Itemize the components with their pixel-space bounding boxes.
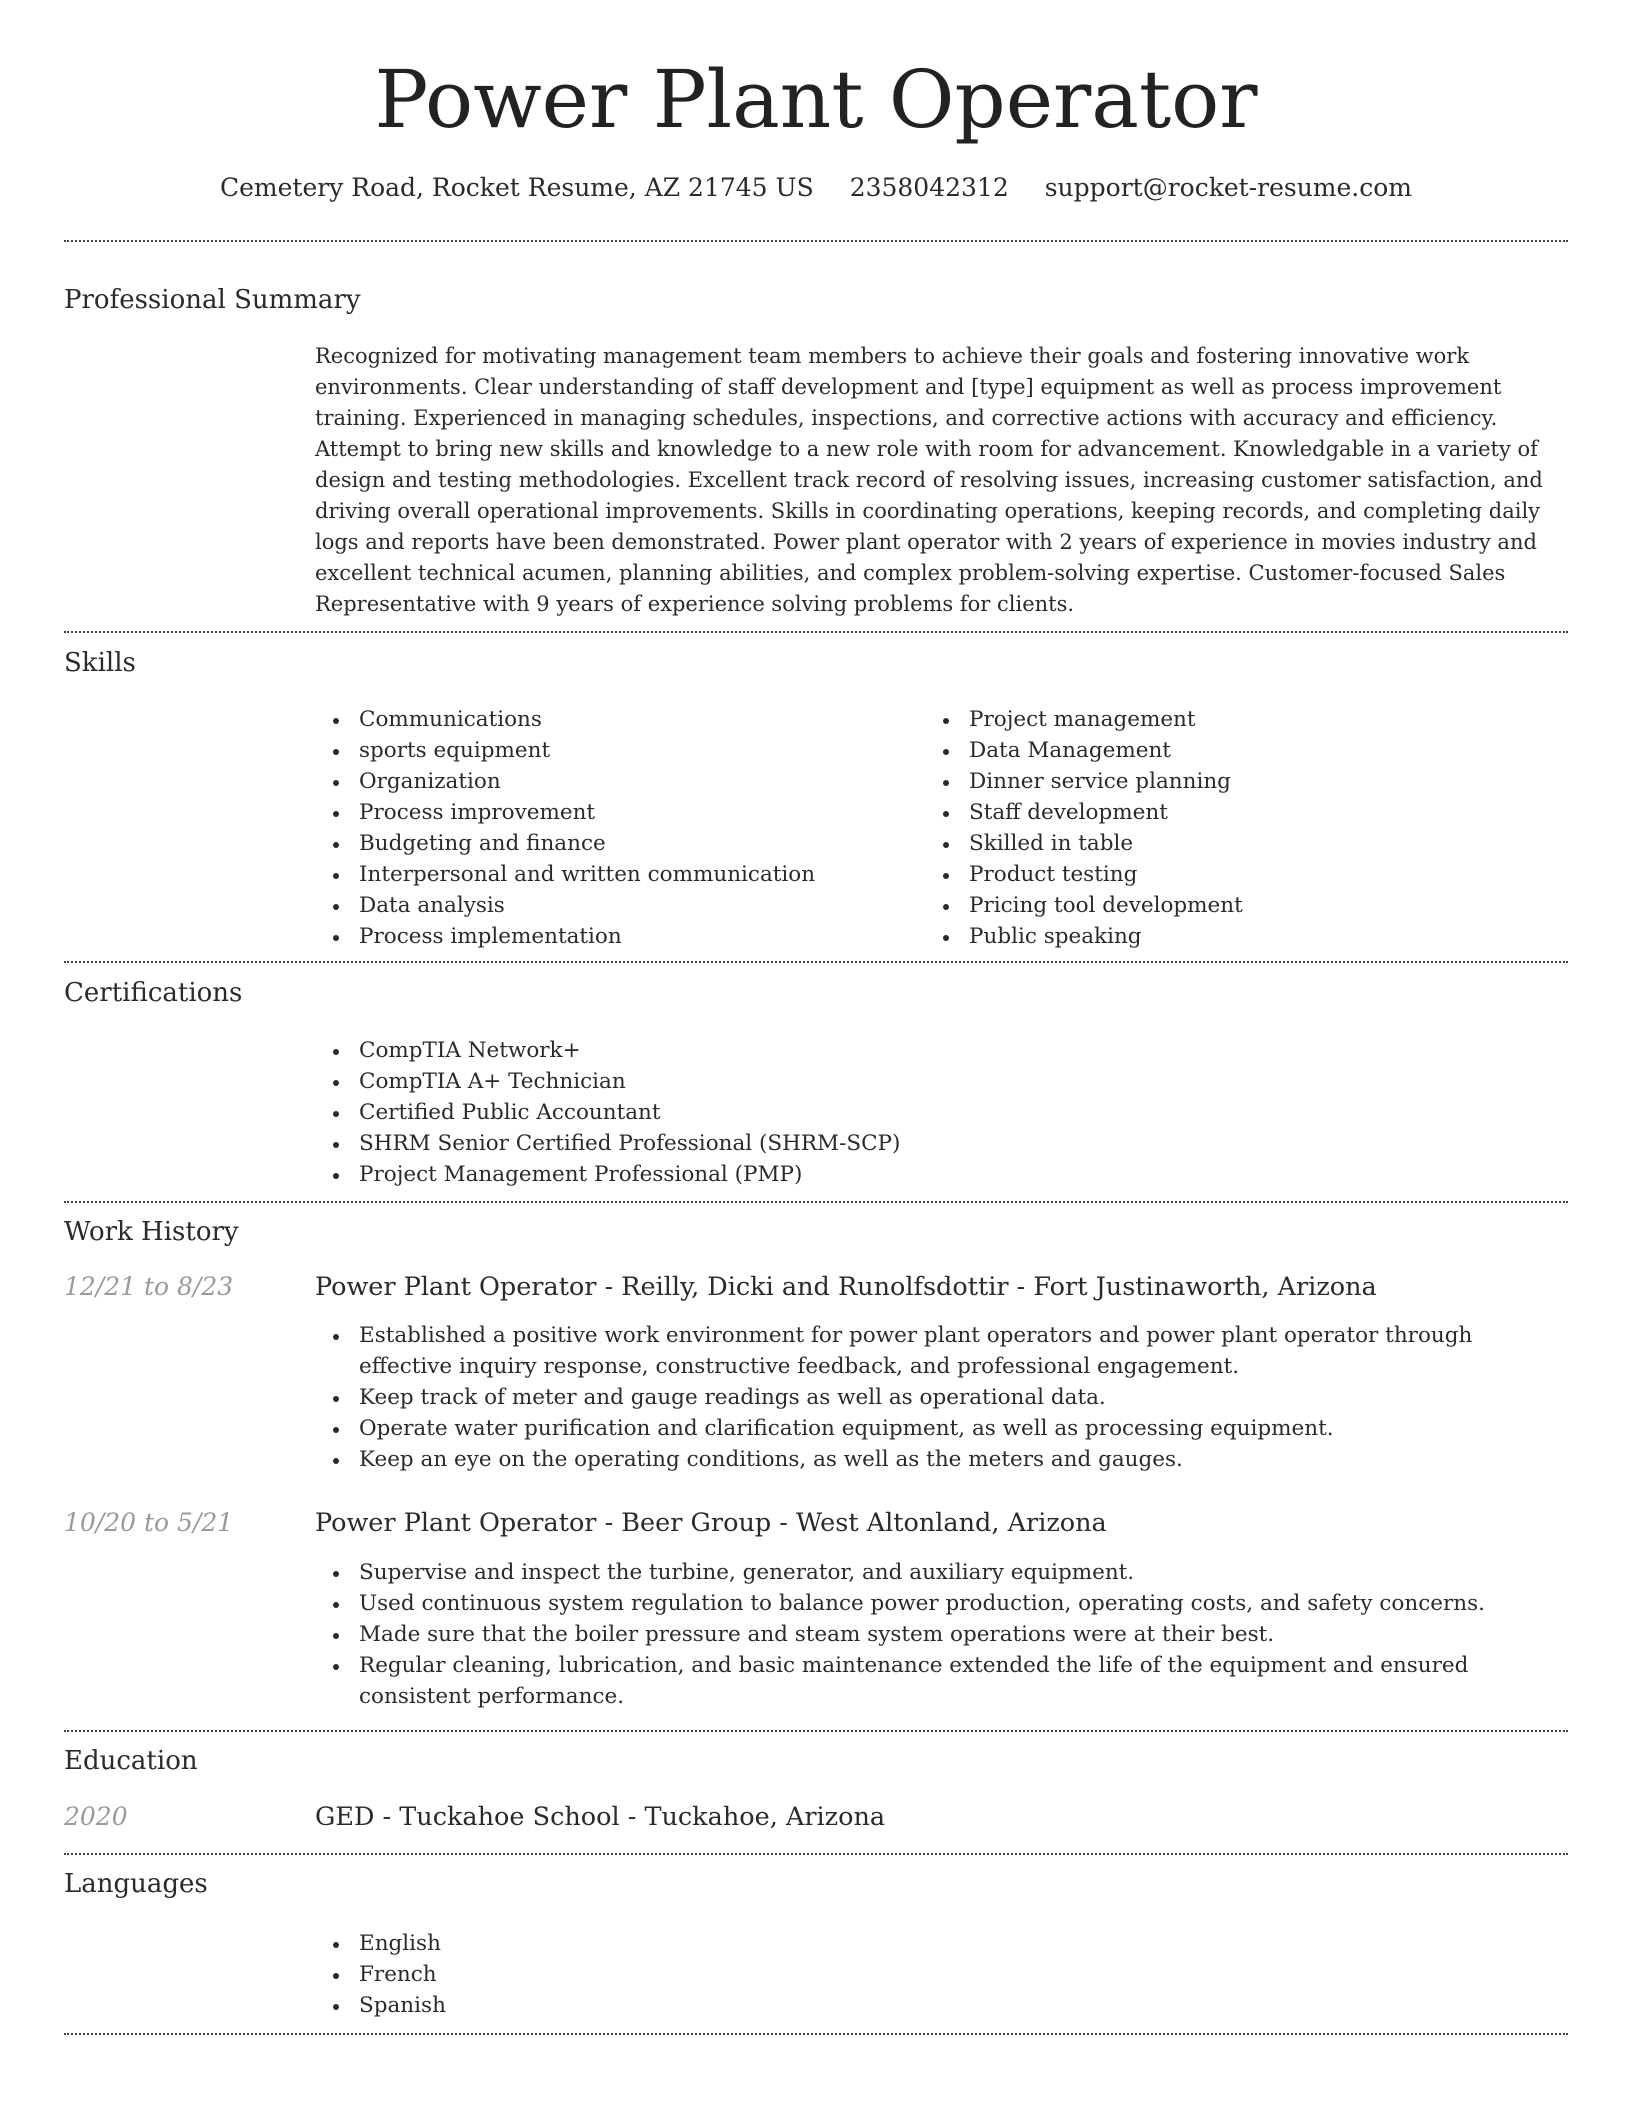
job-title: Power Plant Operator - Reilly, Dicki and Runolfsdottir - Fort Justinaworth, Arizona <box>315 1272 1377 1302</box>
skills-list-right <box>925 704 1243 952</box>
skills-list-left <box>315 704 815 952</box>
list-item: Data analysis <box>359 890 815 921</box>
divider <box>64 1201 1568 1203</box>
languages-heading: Languages <box>64 1869 208 1899</box>
phone: 2358042312 <box>849 173 1009 202</box>
list-item: Established a positive work environment for power plant operators and power plant operator through effective inquiry response, constructive feedback, and professional engagement. <box>359 1320 1568 1382</box>
languages-list <box>315 1928 446 2021</box>
job-bullets <box>315 1557 1568 1712</box>
list-item: Communications <box>359 704 815 735</box>
divider <box>64 2033 1568 2035</box>
list-item: sports equipment <box>359 735 815 766</box>
list-item: Project management <box>969 704 1243 735</box>
list-item: Dinner service planning <box>969 766 1243 797</box>
list-item: French <box>359 1959 446 1990</box>
list-item: Public speaking <box>969 921 1243 952</box>
list-item: Supervise and inspect the turbine, generator, and auxiliary equipment. <box>359 1557 1568 1588</box>
work-history-heading: Work History <box>64 1217 239 1247</box>
list-item: English <box>359 1928 446 1959</box>
list-item: Pricing tool development <box>969 890 1243 921</box>
list-item: CompTIA A+ Technician <box>359 1066 900 1097</box>
job-dates: 10/20 to 5/21 <box>64 1508 234 1537</box>
education-heading: Education <box>64 1746 198 1776</box>
list-item: Spanish <box>359 1990 446 2021</box>
list-item: Certified Public Accountant <box>359 1097 900 1128</box>
list-item: Made sure that the boiler pressure and steam system operations were at their best. <box>359 1619 1568 1650</box>
list-item: Keep track of meter and gauge readings as well as operational data. <box>359 1382 1568 1413</box>
address: Cemetery Road, Rocket Resume, AZ 21745 US <box>219 173 814 202</box>
list-item: Interpersonal and written communication <box>359 859 815 890</box>
list-item: SHRM Senior Certified Professional (SHRM-SCP) <box>359 1128 900 1159</box>
divider <box>64 631 1568 633</box>
education-title: GED - Tuckahoe School - Tuckahoe, Arizona <box>315 1802 886 1832</box>
education-year: 2020 <box>64 1802 128 1831</box>
summary-heading: Professional Summary <box>64 285 361 315</box>
list-item: Skilled in table <box>969 828 1243 859</box>
list-item: Used continuous system regulation to balance power production, operating costs, and safety concerns. <box>359 1588 1568 1619</box>
job-title: Power Plant Operator - Beer Group - West Altonland, Arizona <box>315 1508 1107 1538</box>
divider <box>64 1853 1568 1855</box>
contact-line <box>0 170 1632 206</box>
candidate-name: Power Plant Operator <box>374 53 1258 146</box>
list-item: Data Management <box>969 735 1243 766</box>
list-item: Keep an eye on the operating conditions, as well as the meters and gauges. <box>359 1444 1568 1475</box>
job-bullets <box>315 1320 1568 1475</box>
list-item: Operate water purification and clarification equipment, as well as processing equipment. <box>359 1413 1568 1444</box>
list-item: Process improvement <box>359 797 815 828</box>
divider <box>64 240 1568 242</box>
list-item: Regular cleaning, lubrication, and basic maintenance extended the life of the equipment and ensured consistent performance. <box>359 1650 1568 1712</box>
list-item: Staff development <box>969 797 1243 828</box>
certifications-heading: Certifications <box>64 978 243 1008</box>
job-dates: 12/21 to 8/23 <box>64 1272 234 1301</box>
list-item: Project Management Professional (PMP) <box>359 1159 900 1190</box>
summary-text: Recognized for motivating management team members to achieve their goals and fostering innovative work environments. Clear understanding of staff development and [type] equipment as well as process improvement training. Experienced in managing schedules, inspections, and corrective actions with accuracy and efficiency. Attempt to bring new skills and knowledge to a new role with room for advancement. Knowledgable in a variety of design and testing methodologies. Excellent track record of resolving issues, increasing customer satisfaction, and driving overall operational improvements. Skills in coordinating operations, keeping records, and completing daily logs and reports have been demonstrated. Power plant operator with 2 years of experience in movies industry and excellent technical acumen, planning abilities, and complex problem-solving expertise. Customer-focused Sales Representative with 9 years of experience solving problems for clients. <box>315 344 1543 616</box>
email: support@rocket-resume.com <box>1044 173 1413 202</box>
list-item: Budgeting and finance <box>359 828 815 859</box>
divider <box>64 961 1568 963</box>
list-item: Process implementation <box>359 921 815 952</box>
certifications-list <box>315 1035 900 1190</box>
list-item: Product testing <box>969 859 1243 890</box>
skills-heading: Skills <box>64 648 136 678</box>
list-item: CompTIA Network+ <box>359 1035 900 1066</box>
divider <box>64 1730 1568 1732</box>
list-item: Organization <box>359 766 815 797</box>
